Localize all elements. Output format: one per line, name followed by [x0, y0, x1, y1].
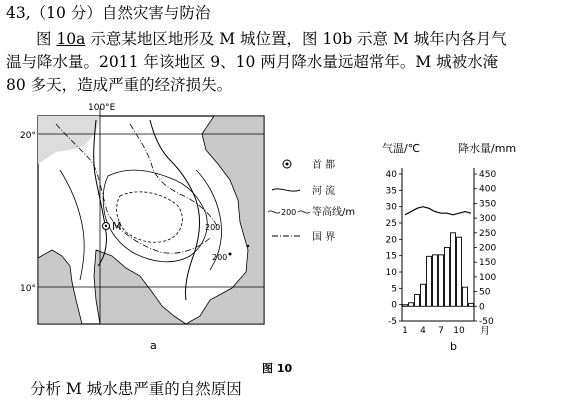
- precipitation-bar: [445, 248, 450, 307]
- legend-contour-sample: 200: [281, 208, 297, 217]
- legend-capital-label: 首 都: [312, 160, 336, 171]
- legend-capital-icon-dot: [286, 163, 289, 166]
- lon-label: 100°E: [88, 103, 116, 113]
- city-m-label: M: [112, 220, 122, 233]
- legend-contour-icon: [268, 211, 280, 213]
- right-tick-label: 200: [479, 243, 497, 254]
- left-tick-label: 20: [385, 235, 397, 246]
- left-tick-label: 10: [385, 268, 397, 278]
- left-tick-label: 0: [391, 300, 397, 311]
- precipitation-bar: [457, 237, 462, 306]
- line2-text: 示意某地区地形及 M 城位置，图 10b 示意 M 城年内各月气: [85, 30, 507, 48]
- left-tick-label: 35: [385, 186, 397, 197]
- x-tick-label: 4: [420, 326, 426, 336]
- lat-label-20: 20°: [20, 131, 36, 141]
- capital-marker-dot: [105, 225, 107, 227]
- terrain-map: [38, 108, 264, 324]
- precipitation-bar: [415, 295, 420, 307]
- right-tick-label: 300: [479, 214, 497, 225]
- question-line-3: 温与降水量。2011 年该地区 9、10 两月降水量远超常年。M 城被水淹: [6, 53, 499, 71]
- right-tick-label: 150: [479, 258, 497, 269]
- left-tick-label: -5: [388, 317, 397, 327]
- left-tick-label: 5: [391, 284, 397, 295]
- month-unit-label: 月: [480, 326, 490, 337]
- question-header: 43,（10 分）自然灾害与防治: [6, 4, 211, 22]
- right-tick-label: 100: [479, 272, 497, 283]
- right-axis-title: 降水量/mm: [458, 142, 517, 155]
- precipitation-bar: [421, 284, 426, 306]
- precipitation-bar: [439, 255, 444, 306]
- right-tick-label: 250: [479, 228, 497, 239]
- question-topic: 自然灾害与防治: [101, 4, 211, 22]
- figure-10a-link[interactable]: 10a: [56, 30, 86, 48]
- x-tick-label: 1: [402, 326, 408, 336]
- right-tick-label: 0: [479, 302, 485, 313]
- question-line-4: 80 多天，造成严重的经济损失。: [6, 76, 233, 94]
- right-tick-label: 350: [479, 199, 497, 210]
- x-tick-label: 10: [453, 326, 465, 336]
- precipitation-bar: [433, 255, 438, 306]
- precipitation-bar: [469, 303, 474, 306]
- lat-label-10: 10°: [20, 284, 36, 294]
- question-number: 43: [6, 4, 26, 22]
- contour-label-1: 200: [205, 223, 221, 232]
- left-tick-label: 25: [385, 219, 397, 229]
- figure-caption: 图 10: [262, 362, 293, 375]
- left-tick-label: 15: [385, 251, 397, 262]
- right-tick-label: -50: [479, 317, 494, 327]
- contour-label-2: 200: [212, 253, 228, 262]
- question-points: （10 分）: [30, 4, 102, 22]
- map-sublabel: a: [150, 339, 157, 352]
- precipitation-bar: [403, 305, 408, 306]
- legend-contour-label: 等高线/m: [312, 207, 356, 218]
- map-legend: [268, 160, 310, 236]
- legend-contour-icon-tail: [298, 211, 310, 213]
- right-tick-label: 450: [479, 170, 497, 180]
- right-tick-label: 50: [479, 287, 491, 298]
- legend-river-icon: [272, 189, 300, 191]
- x-tick-label: 7: [438, 326, 444, 336]
- precipitation-bar: [409, 303, 414, 307]
- left-axis-title: 气温/℃: [382, 142, 421, 155]
- island: [247, 245, 249, 247]
- chart-sublabel: b: [450, 340, 457, 353]
- legend-river-label: 河 流: [312, 186, 336, 197]
- question-prompt: 分析 M 城水患严重的自然原因: [30, 380, 242, 398]
- island: [229, 253, 232, 256]
- line2-prefix: 图: [36, 30, 57, 48]
- left-tick-label: 40: [385, 170, 397, 180]
- climate-chart: [386, 168, 497, 336]
- precipitation-bar: [463, 287, 468, 306]
- precipitation-bar: [451, 233, 456, 306]
- right-tick-label: 400: [479, 184, 497, 195]
- left-tick-label: 30: [385, 202, 397, 213]
- temperature-line: [405, 207, 471, 215]
- legend-border-label: 国 界: [312, 232, 336, 243]
- precipitation-bar: [427, 256, 432, 306]
